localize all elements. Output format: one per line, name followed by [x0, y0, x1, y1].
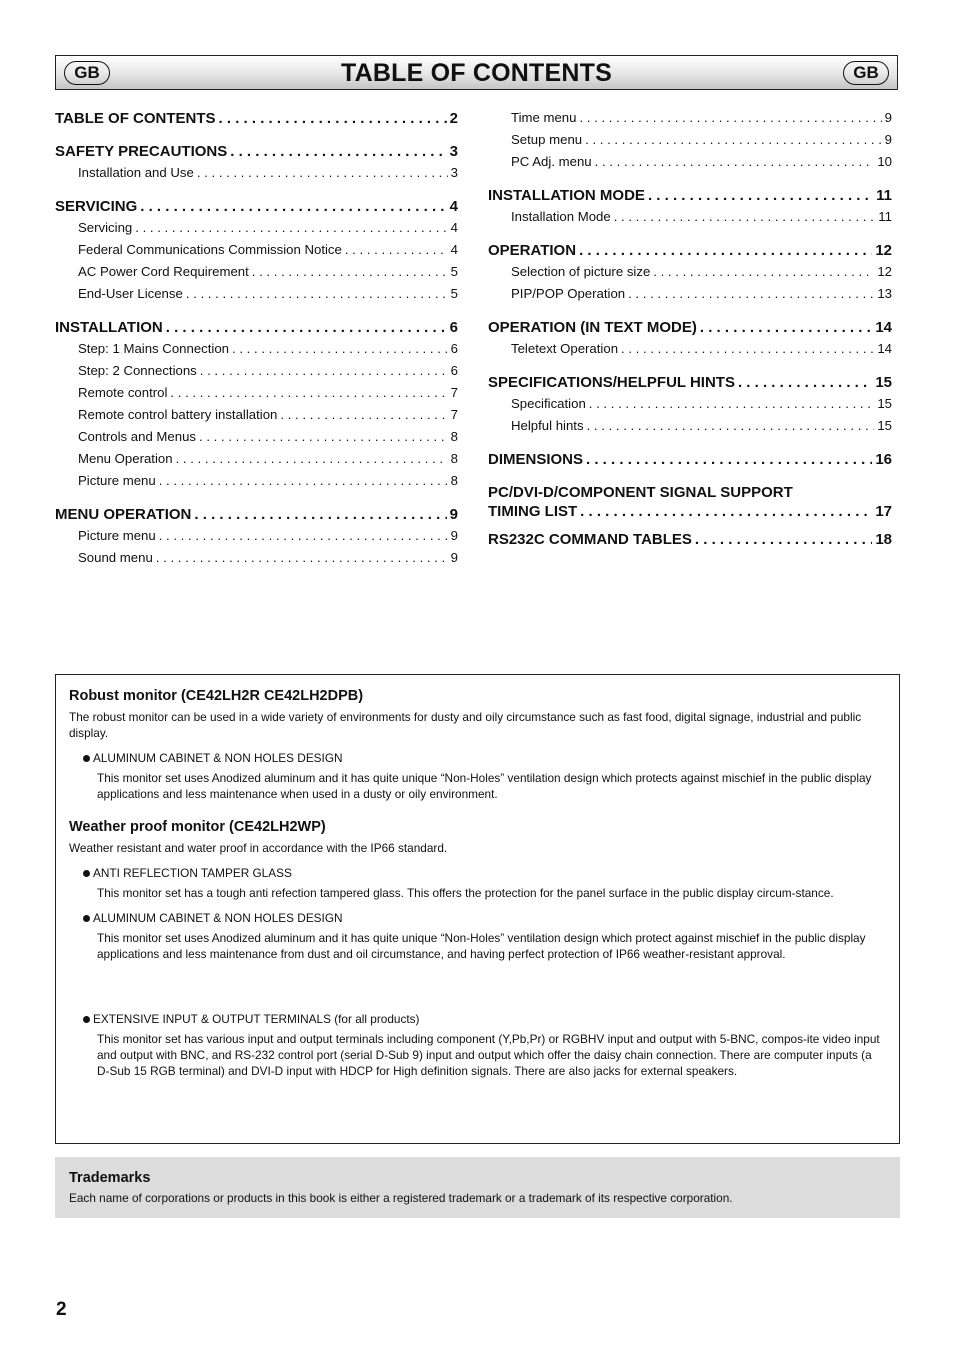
toc-subsection-entry[interactable]: [55, 341, 458, 363]
toc-subsection-entry[interactable]: [55, 451, 458, 473]
toc-subsection-entry[interactable]: [55, 264, 458, 286]
toc-entry-page: 9: [450, 528, 458, 543]
toc-entry-label: RS232C COMMAND TABLES: [488, 531, 692, 548]
toc-subsection-entry[interactable]: [488, 418, 892, 440]
robust-bullet-text: This monitor set uses Anodized aluminum and it has quite unique “Non-Holes” ventilation design which protects against mischief in the public display applications and less maintenance when used in a dusty or oily environment.: [97, 771, 872, 801]
toc-entry-label: OPERATION (IN TEXT MODE): [488, 319, 697, 336]
toc-entry-page: 9: [450, 550, 458, 565]
dot-leader: [140, 198, 446, 215]
toc-entry-label: AC Power Cord Requirement: [78, 264, 249, 279]
toc-section-entry[interactable]: [55, 319, 458, 341]
dot-leader: [579, 110, 881, 125]
toc-entry-label: Sound menu: [78, 550, 153, 565]
toc-subsection-entry[interactable]: [55, 286, 458, 308]
extensive-bullet-label: EXTENSIVE INPUT & OUTPUT TERMINALS (for all products): [93, 1012, 420, 1026]
toc-entry-page: 9: [449, 506, 458, 523]
dot-leader: [648, 187, 873, 204]
bullet-icon: [83, 870, 90, 877]
toc-subsection-entry[interactable]: [55, 220, 458, 242]
toc-subsection-entry[interactable]: [55, 385, 458, 407]
bullet-icon: [83, 915, 90, 922]
toc-entry-label: Servicing: [78, 220, 133, 235]
toc-entry-page: 3: [450, 165, 458, 180]
toc-section-entry[interactable]: [488, 242, 892, 264]
bullet-icon: [83, 1016, 90, 1023]
dot-leader: [166, 319, 447, 336]
toc-subsection-entry[interactable]: [55, 363, 458, 385]
toc-entry-page: 14: [877, 341, 892, 356]
toc-entry-page: 2: [449, 110, 458, 127]
toc-entry-label-cont: TIMING LIST: [488, 503, 578, 520]
dot-leader: [252, 264, 448, 279]
toc-entry-page: 5: [450, 286, 458, 301]
dot-leader: [587, 418, 875, 433]
toc-entry-label: Step: 1 Mains Connection: [78, 341, 230, 356]
toc-entry-label: Installation and Use: [78, 165, 194, 180]
toc-subsection-entry[interactable]: [488, 132, 892, 154]
toc-entry-label: Helpful hints: [511, 418, 584, 433]
toc-subsection-entry[interactable]: [55, 528, 458, 550]
trademarks-title: Trademarks: [69, 1170, 151, 1186]
dot-leader: [176, 451, 448, 466]
region-badge-right: GB: [843, 61, 889, 85]
toc-section-entry[interactable]: [55, 198, 458, 220]
toc-entry-page: 8: [450, 429, 458, 444]
toc-left-column: [55, 110, 458, 572]
toc-section-entry[interactable]: [55, 506, 458, 528]
robust-bullet-label: ALUMINUM CABINET & NON HOLES DESIGN: [93, 751, 343, 765]
robust-title: Robust monitor (CE42LH2R CE42LH2DPB): [69, 688, 364, 704]
dot-leader: [614, 209, 876, 224]
toc-entry-page: 10: [877, 154, 892, 169]
toc-entry-page: 16: [875, 451, 892, 468]
robust-bullet: [69, 750, 886, 766]
toc-entry-label: Controls and Menus: [78, 429, 197, 444]
dot-leader: [230, 143, 446, 160]
dot-leader: [232, 341, 448, 356]
toc-entry-label: OPERATION: [488, 242, 577, 259]
toc-entry-label: PIP/POP Operation: [511, 286, 626, 301]
toc-entry-label: Setup menu: [511, 132, 583, 147]
dot-leader: [695, 531, 872, 548]
toc-entry-page: 17: [875, 503, 892, 520]
toc-entry-page: 4: [450, 220, 458, 235]
toc-entry-page: 6: [449, 319, 458, 336]
toc-entry-page: 6: [450, 341, 458, 356]
toc-entry-page: 8: [450, 451, 458, 466]
weather-bullet-1: [69, 865, 886, 881]
weather-intro: Weather resistant and water proof in accordance with the IP66 standard.: [69, 841, 448, 855]
toc-entry-label: PC/DVI-D/COMPONENT SIGNAL SUPPORT: [488, 484, 793, 501]
toc-entry-label: Remote control battery installation: [78, 407, 278, 422]
toc-entry-page: 4: [450, 242, 458, 257]
dot-leader: [194, 506, 446, 523]
weather-bullet-2-text: This monitor set uses Anodized aluminum and it has quite unique “Non-Holes” ventilation design which protect against mischief in the public display applications and less maintenance from dust and oil circumstance, and having perfect protection of IP66 weather-resistant approval.: [97, 931, 866, 961]
toc-subsection-entry[interactable]: [55, 550, 458, 572]
toc-subsection-entry[interactable]: [55, 407, 458, 429]
toc-entry-page: 9: [884, 132, 892, 147]
weather-bullet-2: [69, 910, 886, 926]
toc-entry-page: 5: [450, 264, 458, 279]
toc-entry-label: SPECIFICATIONS/HELPFUL HINTS: [488, 374, 735, 391]
toc-entry-page: 18: [875, 531, 892, 548]
page-title: TABLE OF CONTENTS: [341, 59, 612, 87]
weather-bullet-1-text: This monitor set has a tough anti refection tampered glass. This offers the protection for the panel surface in the public display circum-stance.: [97, 886, 834, 900]
weather-title: Weather proof monitor (CE42LH2WP): [69, 819, 326, 835]
toc-entry-label: DIMENSIONS: [488, 451, 584, 468]
toc-entry-label: Step: 2 Connections: [78, 363, 197, 378]
page-header: [55, 55, 898, 90]
dot-leader: [197, 165, 448, 180]
toc-section-entry[interactable]: [488, 451, 892, 473]
dot-leader: [700, 319, 872, 336]
dot-leader: [738, 374, 872, 391]
toc-subsection-entry[interactable]: [488, 154, 892, 176]
dot-leader: [156, 550, 448, 565]
toc-entry-page: 8: [450, 473, 458, 488]
toc-entry-page: 13: [877, 286, 892, 301]
toc-entry-page: 14: [875, 319, 892, 336]
toc-entry-label: Selection of picture size: [511, 264, 651, 279]
dot-leader: [170, 385, 447, 400]
toc-section-entry[interactable]: [488, 187, 892, 209]
toc-entry-label: Menu Operation: [78, 451, 173, 466]
toc-entry-page: 15: [877, 396, 892, 411]
weather-bullet-1-label: ANTI REFLECTION TAMPER GLASS: [93, 866, 292, 880]
features-box: [55, 674, 900, 1144]
toc-entry-page: 15: [875, 374, 892, 391]
toc-subsection-entry[interactable]: [488, 209, 892, 231]
toc-section-entry[interactable]: [488, 319, 892, 341]
dot-leader: [579, 242, 872, 259]
toc-subsection-entry[interactable]: [488, 110, 892, 132]
dot-leader: [159, 473, 448, 488]
toc-entry-page: 6: [450, 363, 458, 378]
toc-entry-page: 9: [884, 110, 892, 125]
bullet-icon: [83, 755, 90, 762]
dot-leader: [628, 286, 874, 301]
toc-entry-page: 12: [877, 264, 892, 279]
weather-bullet-2-label: ALUMINUM CABINET & NON HOLES DESIGN: [93, 911, 343, 925]
dot-leader: [186, 286, 448, 301]
dot-leader: [219, 110, 447, 127]
page-number: 2: [56, 1299, 67, 1320]
toc-entry-label: PC Adj. menu: [511, 154, 592, 169]
toc-entry-label: End-User License: [78, 286, 183, 301]
toc-entry-label: Specification: [511, 396, 586, 411]
dot-leader: [653, 264, 874, 279]
toc-entry-page: 7: [450, 407, 458, 422]
dot-leader: [621, 341, 874, 356]
toc-entry-page: 11: [878, 209, 892, 224]
dot-leader: [345, 242, 448, 257]
toc-entry-page: 3: [449, 143, 458, 160]
toc-entry-page: 4: [449, 198, 458, 215]
trademarks-box: [55, 1157, 900, 1218]
dot-leader: [200, 363, 448, 378]
toc-entry-page: 12: [875, 242, 892, 259]
toc-entry-label: Teletext Operation: [511, 341, 619, 356]
toc-entry-label: TABLE OF CONTENTS: [55, 110, 216, 127]
dot-leader: [580, 503, 872, 520]
toc-entry-page: 11: [876, 187, 892, 204]
toc-entry-label: SAFETY PRECAUTIONS: [55, 143, 228, 160]
toc-entry-label: Time menu: [511, 110, 577, 125]
toc-entry-label: Federal Communications Commission Notice: [78, 242, 342, 257]
toc-subsection-entry[interactable]: [488, 264, 892, 286]
toc-subsection-entry[interactable]: [55, 429, 458, 451]
toc-section-entry[interactable]: [488, 374, 892, 396]
toc-entry-label: Remote control: [78, 385, 168, 400]
toc-entry-label: INSTALLATION: [55, 319, 163, 336]
toc-entry-page: 15: [877, 418, 892, 433]
dot-leader: [280, 407, 447, 422]
dot-leader: [199, 429, 448, 444]
toc-section-entry[interactable]: [55, 143, 458, 165]
toc-entry-label: SERVICING: [55, 198, 138, 215]
trademarks-text: Each name of corporations or products in this book is either a registered trademark or a trademark of its respective corporation.: [69, 1191, 733, 1205]
dot-leader: [585, 132, 882, 147]
toc-subsection-entry[interactable]: [488, 341, 892, 363]
dot-leader: [135, 220, 447, 235]
toc-subsection-entry[interactable]: [488, 286, 892, 308]
toc-entry-label: Picture menu: [78, 528, 156, 543]
region-badge-left: GB: [64, 61, 110, 85]
toc-section-entry[interactable]: [488, 531, 892, 553]
toc-subsection-entry[interactable]: [55, 473, 458, 495]
dot-leader: [586, 451, 872, 468]
toc-entry-label: Installation Mode: [511, 209, 611, 224]
toc-entry-label: INSTALLATION MODE: [488, 187, 645, 204]
toc-subsection-entry[interactable]: [488, 396, 892, 418]
dot-leader: [595, 154, 875, 169]
toc-section-entry[interactable]: [488, 484, 892, 520]
extensive-bullet: [69, 1011, 886, 1027]
toc-right-column: [488, 110, 892, 553]
toc-section-entry[interactable]: [55, 110, 458, 132]
extensive-bullet-text: This monitor set has various input and output terminals including component (Y,Pb,Pr) or RGBHV input and output with 5-BNC, compos-ite video input and output with BNC, and RS-232 control port (serial D-Sub 9) input and output which offer the daisy chain connection. There are computer inputs (a D-Sub 15 RGB terminal) and DVI-D input with HDCP for High definition signals. There are also jacks for external speakers.: [97, 1032, 880, 1078]
toc-entry-page: 7: [450, 385, 458, 400]
toc-entry-label: Picture menu: [78, 473, 156, 488]
dot-leader: [589, 396, 875, 411]
toc-entry-label: MENU OPERATION: [55, 506, 192, 523]
toc-subsection-entry[interactable]: [55, 165, 458, 187]
dot-leader: [159, 528, 448, 543]
robust-intro: The robust monitor can be used in a wide variety of environments for dusty and oily circumstance such as fast food, digital signage, industrial and public display.: [69, 710, 862, 740]
toc-subsection-entry[interactable]: [55, 242, 458, 264]
